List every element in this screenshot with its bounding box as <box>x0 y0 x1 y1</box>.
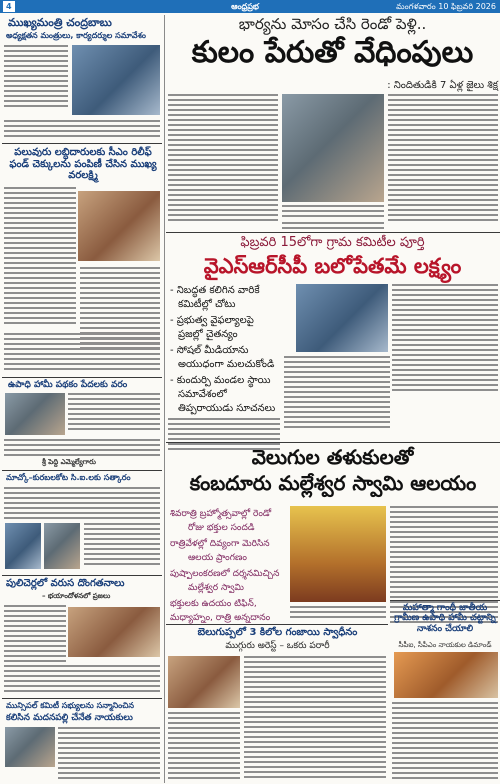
story5-text-b <box>4 665 160 695</box>
story3-subtitle: శ్రీ పెద్ది ఎమ్మెల్యేగారు <box>42 458 96 466</box>
story5-title: పులిచెర్లలో వరుస దొంగతనాలు <box>6 578 125 589</box>
lead-photo <box>282 94 384 202</box>
lead-photo-caption <box>282 205 384 220</box>
ysrcp-bullet-9: తిప్పరాయుడు సూచనలు <box>178 403 276 414</box>
story4-photo-2 <box>44 523 80 569</box>
mgnrega-byline: సీపీఐ, సీపీఎం నాయకుల డిమాండ్ <box>398 641 492 649</box>
ganja-text-1 <box>244 656 386 781</box>
temple-bullet-5: పుష్పాలంకరణలో దర్శనమిచ్చిన <box>170 569 280 579</box>
masthead: ఆంధ్రప్రభ <box>231 2 259 11</box>
lead-text-2 <box>388 94 498 224</box>
story3-text <box>68 393 160 433</box>
mgnrega-photo <box>394 652 498 698</box>
story3-title: ఉపాధి హామీ పథకం పేదలకు వరం <box>8 380 128 390</box>
story5-photo <box>68 607 160 657</box>
ysrcp-text-1 <box>392 284 498 394</box>
story2-photo <box>78 191 160 261</box>
story1-photo <box>72 45 160 115</box>
ysrcp-photo <box>296 284 388 352</box>
story1-subtitle: అధ్యక్షతన మంత్రులు, కార్యదర్శుల సమావేశం <box>6 31 146 40</box>
temple-headline-main: కంబదూరు మల్లేశ్వర స్వామి ఆలయం <box>189 471 477 495</box>
page-number: 4 <box>3 1 15 12</box>
temple-photo-caption <box>290 606 386 621</box>
story3-text-b <box>4 439 160 459</box>
ysrcp-headline: వైఎస్ఆర్‌సీపీ బలోపేతమే లక్ష్యం <box>203 254 462 278</box>
story6-title: మున్సిపల్ కమిటీ సభ్యులను సన్మానించిన <box>6 701 134 710</box>
temple-bullet-6: మల్లేశ్వర స్వామి <box>188 583 244 593</box>
mgnrega-headline: మహాత్మా గాంధీ జాతీయ గ్రామీణ ఉపాధి హామీ చట్టాన్ని నాశనం చేయాలి <box>394 603 496 634</box>
story4-text-b <box>84 523 160 568</box>
story5-text <box>4 605 66 665</box>
lead-text-1 <box>168 94 278 224</box>
story4-photo-1 <box>5 523 41 569</box>
lead-text-3 <box>282 222 384 232</box>
story4-text <box>4 487 160 522</box>
temple-bullet-8: మధ్యాహ్నం, రాత్రి అన్నదానం <box>170 613 271 623</box>
ysrcp-bullet-6: అయుధంగా మలచుకోండి <box>178 359 275 370</box>
lead-subhead: : నిందితుడికి 7 ఏళ్ల జైలు శిక్ష <box>387 80 498 91</box>
temple-bullet-3: రాత్రివేళల్లో దివ్యంగా మెరిసిన <box>170 539 270 549</box>
ysrcp-bullet-4: ప్రజల్లో చైతన్యం <box>178 329 238 340</box>
ysrcp-bullet-8: సమావేశంలో <box>178 389 227 400</box>
story6-photo <box>5 727 55 767</box>
temple-bullet-1: శివరాత్రి బ్రహ్మోత్సవాల్లో రెండో <box>170 509 272 519</box>
story6-subtitle: కలిసిన మదనపల్లి చేనేత నాయకులు <box>6 713 133 723</box>
issue-date: మంగళవారం 10 ఫిబ్రవరి 2026 <box>396 2 496 11</box>
story2-text-c <box>4 333 160 373</box>
lead-headline: కులం పేరుతో వేధింపులు <box>191 35 474 70</box>
ysrcp-bullet-2: కమిటీల్లో చోటు <box>178 299 236 310</box>
ysrcp-bullet-1: - నిబద్ధత కలిగిన వారికే <box>170 285 260 296</box>
temple-bullet-2: రోజు భక్తుల సందడి <box>188 523 255 533</box>
ysrcp-bullet-5: - సోషల్ మీడియాను <box>170 345 249 356</box>
story6-text <box>58 727 160 782</box>
left-column <box>2 15 162 783</box>
story4-title: మాచ్కో–కురబలకోట సి.ఐ.లకు సత్కారం <box>6 473 131 482</box>
temple-headline-top: వెలుగుల తళుకులతో <box>251 445 414 469</box>
story3-photo <box>5 393 65 435</box>
page-header-band <box>0 0 500 13</box>
ganja-headline: బెలుగుప్పలో 3 కిలోల గంజాయి స్వాధీనం <box>197 627 358 638</box>
ysrcp-bullet-7: - కుందుర్పి మండల స్థాయి <box>170 375 271 386</box>
ysrcp-text-3 <box>284 356 390 431</box>
story1-title: ముఖ్యమంత్రి చంద్రబాబు <box>8 16 112 29</box>
ysrcp-banner: ఫిబ్రవరి 15లోగా గ్రామ కమిటీల పూర్తి <box>240 235 425 250</box>
story5-subtitle: – భయాందోళనలో ప్రజలు <box>42 592 111 600</box>
temple-photo <box>290 506 386 602</box>
ganja-subhead: ముగ్గురు అరెస్ట్ – ఒకరు పరారీ <box>225 641 330 651</box>
temple-bullet-4: ఆలయ ప్రాంగణం <box>188 553 247 563</box>
story2-title: పలువురు లబ్ధిదారులకు సీఎం రిలీఫ్ ఫండ్ చెక్కులను పంపిణీ చేసిన ముఖ్య వరలక్ష్మి <box>9 147 157 181</box>
ganja-photo <box>168 656 240 708</box>
ganja-text-2 <box>168 712 240 782</box>
story1-text-b <box>4 120 160 140</box>
lead-kicker: భార్యను మోసం చేసి రెండో పెళ్లి.. <box>238 15 427 33</box>
mgnrega-text <box>392 702 498 782</box>
story1-text <box>4 45 68 110</box>
story2-text <box>4 187 76 327</box>
temple-bullet-7: భక్తులకు ఉదయం టిఫిన్, <box>170 599 257 609</box>
ysrcp-bullet-3: - ప్రభుత్వ వైఫల్యాలపై <box>170 315 254 326</box>
